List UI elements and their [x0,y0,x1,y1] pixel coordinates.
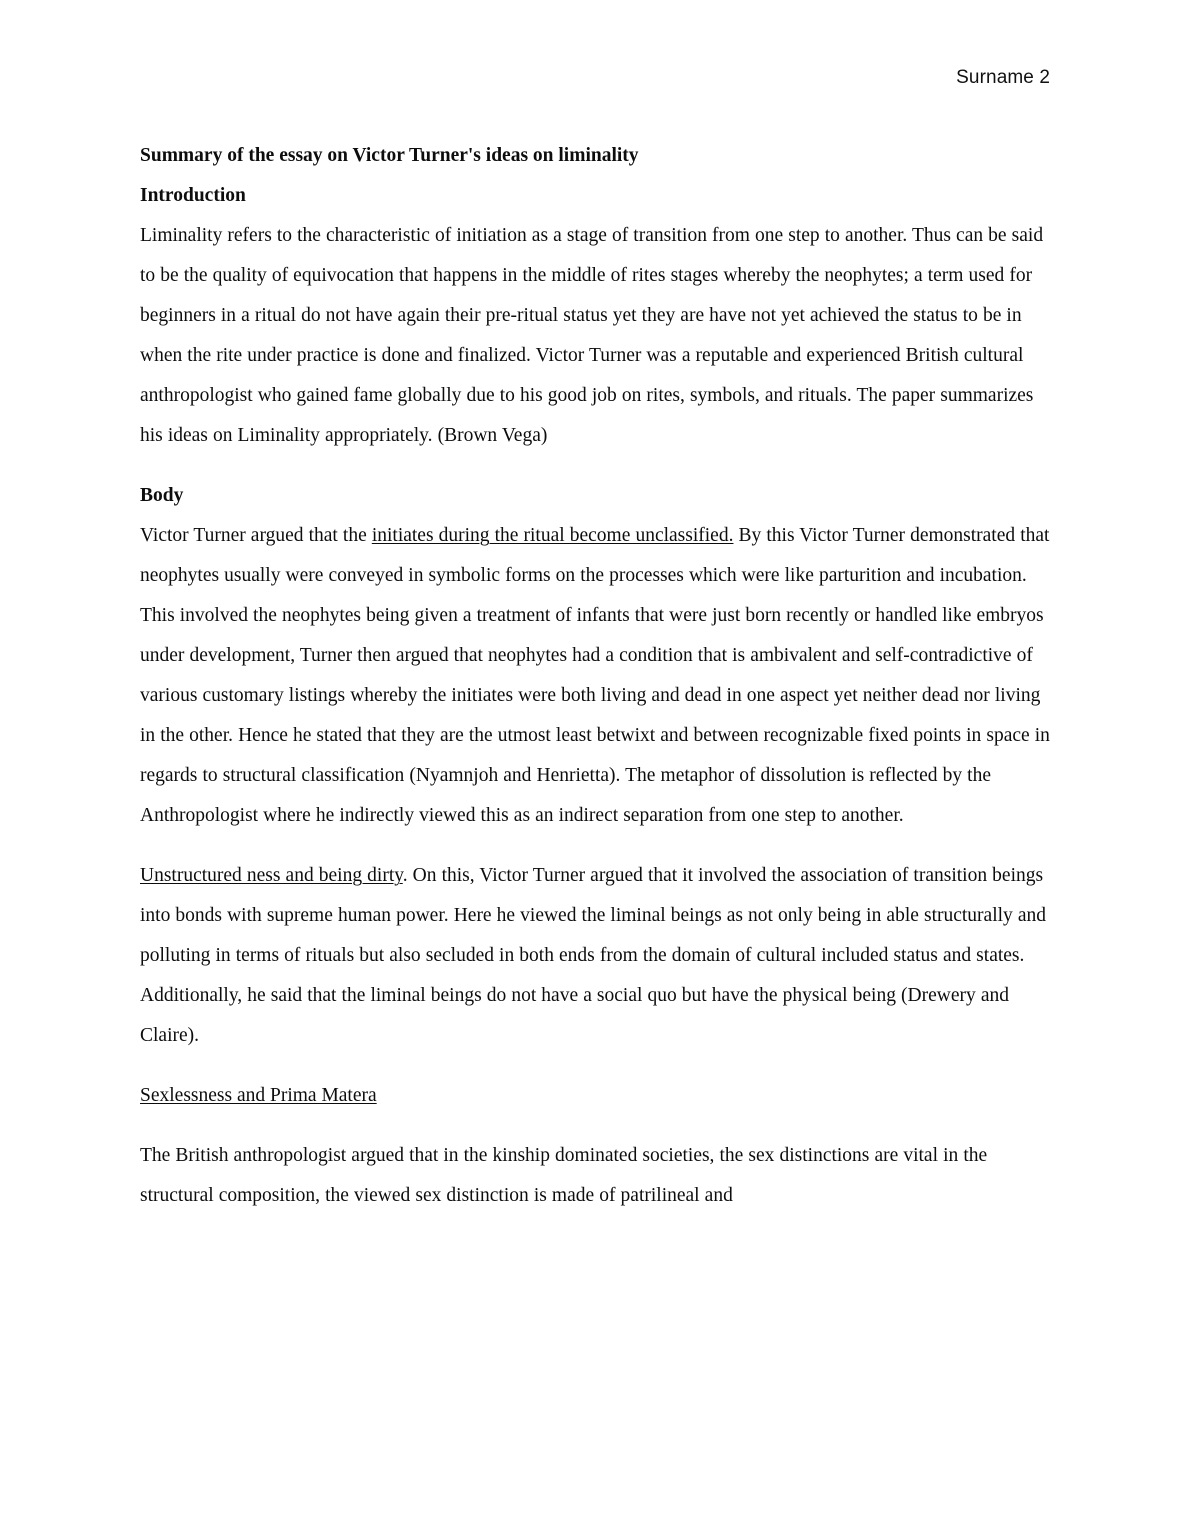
body-paragraph-1-rest: By this Victor Turner demonstrated that neophytes usually were conveyed in symbolic forms on the processes which were like parturition and incubation. This involved the neophytes being given a treatment of infants that were just born recently or handled like embryos under development, Turner then argued that neophytes had a condition that is ambivalent and self-contradictive of various customary listings whereby the initiates were both living and dead in one aspect yet neither dead nor living in the other. Hence he stated that they are the utmost least betwixt and between recognizable fixed points in space in regards to structural classification (Nyamnjoh and Henrietta). The metaphor of dissolution is reflected by the Anthropologist where he indirectly viewed this as an indirect separation from one step to another. [140,525,1050,826]
body-paragraph-2-rest: . On this, Victor Turner argued that it involved the association of transition beings into bonds with supreme human power. Here he viewed the liminal beings as not only being in able structurally and polluting in terms of rituals but also secluded in both ends from the domain of cultural included status and states. Additionally, he said that the liminal beings do not have a social quo but have the physical being (Drewery and Claire). [140,865,1047,1046]
body-paragraph-1 [140,516,1052,836]
body-paragraph-3: The British anthropologist argued that in the kinship dominated societies, the sex distinctions are vital in the structural composition, the viewed sex distinction is made of patrilineal and [140,1145,988,1206]
body-paragraph-2-underlined-phrase: Unstructured ness and being dirty [140,865,403,886]
document-body [140,136,1052,1236]
introduction-paragraph: Liminality refers to the characteristic of initiation as a stage of transition from one step to another. Thus can be said to be the quality of equivocation that happens in the middle of rites stages whereby the neophytes; a term used for beginners in a ritual do not have again their pre-ritual status yet they are have not yet achieved the status to be in when the rite under practice is done and finalized. Victor Turner was a reputable and experienced British cultural anthropologist who gained fame globally due to his good job on rites, symbols, and rituals. The paper summarizes his ideas on Liminality appropriately. (Brown Vega) [140,225,1044,446]
essay-title: Summary of the essay on Victor Turner's ideas on liminality [140,145,639,166]
sub-heading-sexlessness-label: Sexlessness and Prima Matera [140,1085,377,1106]
section-heading-introduction: Introduction [140,185,246,206]
section-heading-body: Body [140,485,184,506]
body-paragraph-1-lead-plain: Victor Turner argued that the [140,525,372,546]
body-paragraph-2 [140,856,1052,1056]
running-header: Surname 2 [956,67,1050,88]
sub-heading-sexlessness [140,1076,1052,1116]
body-paragraph-1-underlined-phrase: initiates during the ritual become unclassified. [371,525,734,546]
